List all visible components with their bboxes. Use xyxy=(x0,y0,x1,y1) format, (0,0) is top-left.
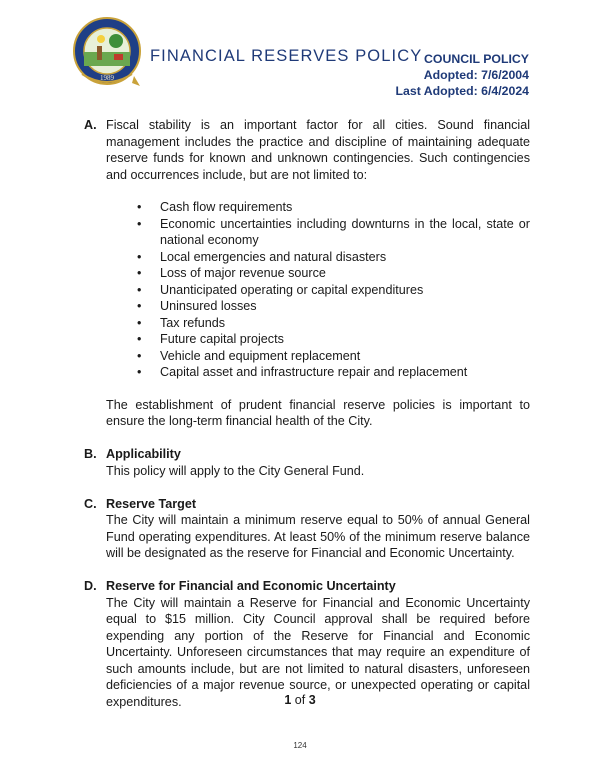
section-a-intro: Fiscal stability is an important factor for all cities. Sound financial management includes the practice and discipline of maintaining adequate reserve funds for known and unknown contingencies. Such contingencies and occurrences include, but are not limited to: xyxy=(106,118,530,182)
list-item: • Future capital projects xyxy=(160,331,530,348)
list-item: • Capital asset and infrastructure repair and replacement xyxy=(160,364,530,381)
section-d xyxy=(84,578,530,710)
section-heading: Reserve for Financial and Economic Uncertainty xyxy=(106,579,396,593)
list-item: • Loss of major revenue source xyxy=(160,265,530,282)
section-letter: A. xyxy=(84,118,97,132)
list-item: • Tax refunds xyxy=(160,315,530,332)
section-b xyxy=(84,446,530,479)
packet-page-number: 124 xyxy=(293,741,307,750)
section-heading: Applicability xyxy=(106,447,181,461)
city-seal-logo xyxy=(72,14,146,94)
adopted-date: Adopted: 7/6/2004 xyxy=(423,68,529,82)
section-a-closing: The establishment of prudent financial reserve policies is important to ensure the long-term financial health of the City. xyxy=(106,397,530,428)
list-item: • Vehicle and equipment replacement xyxy=(160,348,530,365)
page-of-label: of xyxy=(294,693,306,707)
section-letter: B. xyxy=(84,447,97,461)
list-item: • Unanticipated operating or capital expenditures xyxy=(160,282,530,299)
contingencies-list xyxy=(106,199,530,381)
section-text: The City will maintain a Reserve for Financial and Economic Uncertainty equal to $15 million. City Council approval shall be required before expending any portion of the Reserve for Financial and Economic Uncertainty. Unforeseen circumstances that may require an expenditure of such amounts include, but are not limited to natural disasters, unforeseen deficiencies of a major revenue source, or unexpected operating or capital expenditures. xyxy=(106,595,530,709)
section-letter: D. xyxy=(84,579,97,593)
policy-body xyxy=(84,117,530,710)
current-page: 1 xyxy=(284,693,292,707)
section-heading: Reserve Target xyxy=(106,496,197,511)
policy-type: COUNCIL POLICY xyxy=(424,52,529,66)
section-c xyxy=(84,496,530,562)
seal-year: 1989 xyxy=(100,74,114,82)
last-adopted-date: Last Adopted: 6/4/2024 xyxy=(395,84,529,98)
list-item: • Cash flow requirements xyxy=(160,199,530,216)
list-item: • Economic uncertainties including downturns in the local, state or national economy xyxy=(160,216,530,249)
page-indicator xyxy=(0,693,600,707)
section-letter: C. xyxy=(84,496,97,511)
section-text: The City will maintain a minimum reserve equal to 50% of annual General Fund operating expenditures. At least 50% of the minimum reserve balance will be designated as the reserve for Financial and Economic Uncertainty. xyxy=(106,513,530,560)
total-pages: 3 xyxy=(308,693,316,707)
section-a xyxy=(84,117,530,430)
list-item: • Local emergencies and natural disasters xyxy=(160,249,530,266)
document-title: FINANCIAL RESERVES POLICY xyxy=(150,47,423,65)
policy-meta xyxy=(396,51,529,99)
section-text: This policy will apply to the City General Fund. xyxy=(106,463,365,478)
list-item: • Uninsured losses xyxy=(160,298,530,315)
